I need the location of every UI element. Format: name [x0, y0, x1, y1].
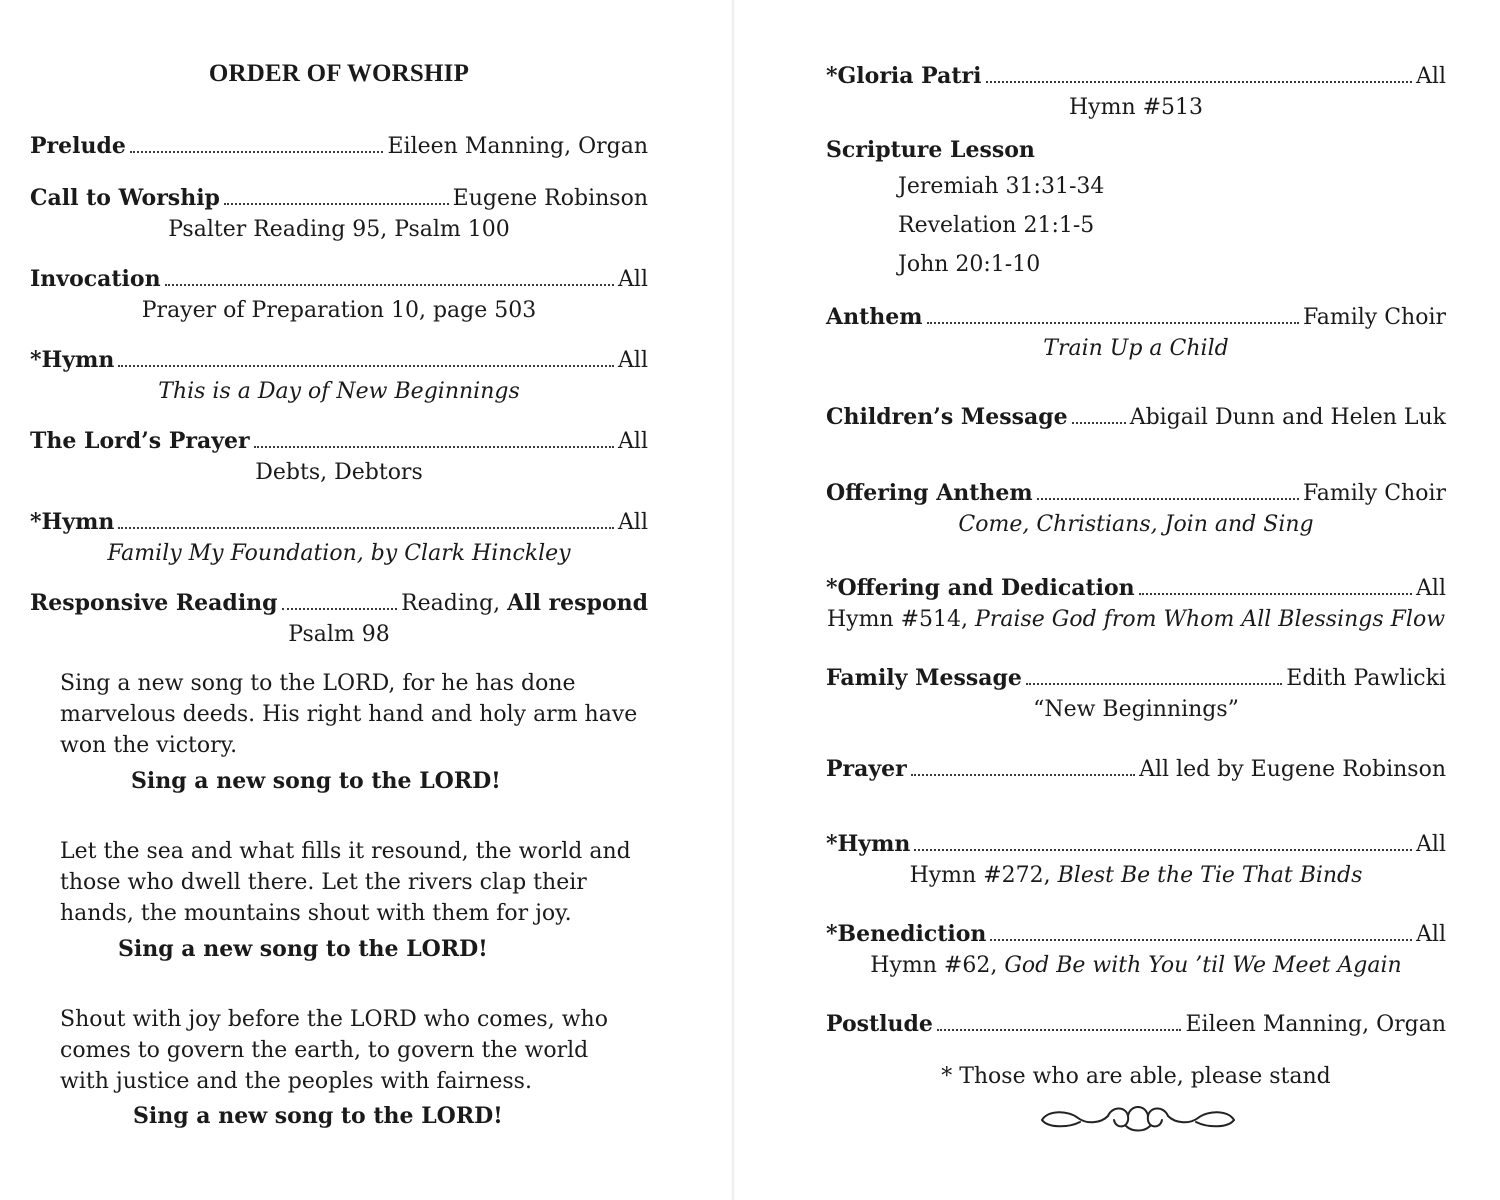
- item-leader: All: [1416, 64, 1446, 89]
- service-item-gloria-patri: [826, 62, 1446, 123]
- item-detail: Debts, Debtors: [255, 460, 423, 485]
- item-leader: All: [618, 348, 648, 373]
- service-item-childrens-message: [826, 403, 1446, 432]
- item-leader: Edith Pawlicki: [1286, 666, 1446, 691]
- page-title: ORDER OF WORSHIP: [208, 60, 470, 87]
- reading-refrain-3: Sing a new song to the LORD!: [133, 1103, 503, 1129]
- item-detail: Psalm 98: [288, 622, 390, 647]
- item-leader: Eileen Manning, Organ: [1185, 1012, 1446, 1037]
- scripture-readings: [898, 167, 1104, 284]
- service-item-prelude: [30, 132, 648, 161]
- item-detail: Hymn #272, Blest Be the Tie That Binds: [909, 863, 1363, 888]
- scripture-reading: Revelation 21:1-5: [898, 213, 1095, 238]
- item-name: Prelude: [30, 133, 126, 159]
- anthem-title: Come, Christians, Join and Sing: [958, 512, 1314, 537]
- item-name: *Benediction: [826, 921, 987, 947]
- reading-verse-3: Shout with joy before the LORD who comes, who comes to govern the earth, to govern the world with justice and the peoples with fairness.: [60, 1007, 608, 1094]
- item-leader: All: [1416, 576, 1446, 601]
- service-item-scripture-lesson: [826, 136, 1446, 164]
- hymn-title: This is a Day of New Beginnings: [158, 379, 520, 404]
- item-name: The Lord’s Prayer: [30, 428, 250, 454]
- item-leader: All: [618, 267, 648, 292]
- message-title: “New Beginnings”: [1033, 697, 1239, 722]
- item-leader: Reading, All respond: [401, 590, 648, 616]
- item-name: *Gloria Patri: [826, 63, 982, 89]
- item-leader: All: [618, 429, 648, 454]
- item-leader: All: [1416, 922, 1446, 947]
- service-item-anthem: [826, 303, 1446, 364]
- reading-verse-1: Sing a new song to the LORD, for he has done marvelous deeds. His right hand and holy arm have won the victory.: [60, 671, 638, 758]
- page-fold: [731, 0, 735, 1200]
- item-leader: All: [1416, 832, 1446, 857]
- reading-verse-2: Let the sea and what fills it resound, the world and those who dwell there. Let the rivers clap their hands, the mountains shout with them for joy.: [60, 839, 631, 926]
- item-name: Postlude: [826, 1011, 933, 1037]
- service-item-responsive-reading: [30, 589, 648, 650]
- item-leader: All led by Eugene Robinson: [1139, 757, 1446, 782]
- item-detail: Hymn #514, Praise God from Whom All Blessings Flow: [826, 607, 1446, 632]
- item-detail: Hymn #62, God Be with You ’til We Meet Again: [870, 953, 1402, 978]
- service-item-call-to-worship: [30, 184, 648, 245]
- item-leader: Abigail Dunn and Helen Luk: [1129, 405, 1446, 430]
- item-name: Children’s Message: [826, 404, 1068, 430]
- service-item-lords-prayer: [30, 427, 648, 488]
- item-detail: Hymn #513: [1068, 95, 1204, 120]
- scripture-reading: Jeremiah 31:31-34: [898, 174, 1105, 199]
- item-name: Scripture Lesson: [826, 137, 1035, 163]
- item-name: *Offering and Dedication: [826, 575, 1135, 601]
- service-item-hymn-2: [30, 508, 648, 569]
- service-item-offering-anthem: [826, 479, 1446, 540]
- item-name: Invocation: [30, 266, 161, 292]
- anthem-title: Train Up a Child: [1043, 336, 1229, 361]
- standing-note: * Those who are able, please stand: [941, 1064, 1331, 1089]
- reading-refrain-2: Sing a new song to the LORD!: [118, 936, 488, 962]
- reading-refrain-1: Sing a new song to the LORD!: [131, 768, 501, 794]
- item-leader: Family Choir: [1302, 481, 1446, 506]
- item-name: Call to Worship: [30, 185, 220, 211]
- item-detail: Psalter Reading 95, Psalm 100: [168, 217, 510, 242]
- scripture-reading: John 20:1-10: [898, 252, 1041, 277]
- item-name: Prayer: [826, 756, 907, 782]
- item-name: Anthem: [826, 304, 923, 330]
- service-item-family-message: [826, 664, 1446, 725]
- item-leader: Eileen Manning, Organ: [387, 134, 648, 159]
- service-item-benediction: [826, 920, 1446, 981]
- item-name: *Hymn: [30, 509, 115, 535]
- service-item-invocation: [30, 265, 648, 326]
- flourish-ornament-icon: [1038, 1102, 1238, 1136]
- service-item-hymn-3: [826, 830, 1446, 891]
- hymn-title: Family My Foundation, by Clark Hinckley: [107, 541, 571, 566]
- item-name: Offering Anthem: [826, 480, 1033, 506]
- item-leader: Eugene Robinson: [452, 186, 648, 211]
- item-name: *Hymn: [30, 347, 115, 373]
- service-item-offering-dedication: [826, 574, 1446, 635]
- item-name: Responsive Reading: [30, 590, 278, 616]
- service-item-prayer: [826, 755, 1446, 784]
- item-detail: Prayer of Preparation 10, page 503: [141, 298, 537, 323]
- item-name: Family Message: [826, 665, 1022, 691]
- item-leader: Family Choir: [1302, 305, 1446, 330]
- service-item-postlude: [826, 1010, 1446, 1039]
- item-name: *Hymn: [826, 831, 911, 857]
- item-leader: All: [618, 510, 648, 535]
- service-item-hymn-1: [30, 346, 648, 407]
